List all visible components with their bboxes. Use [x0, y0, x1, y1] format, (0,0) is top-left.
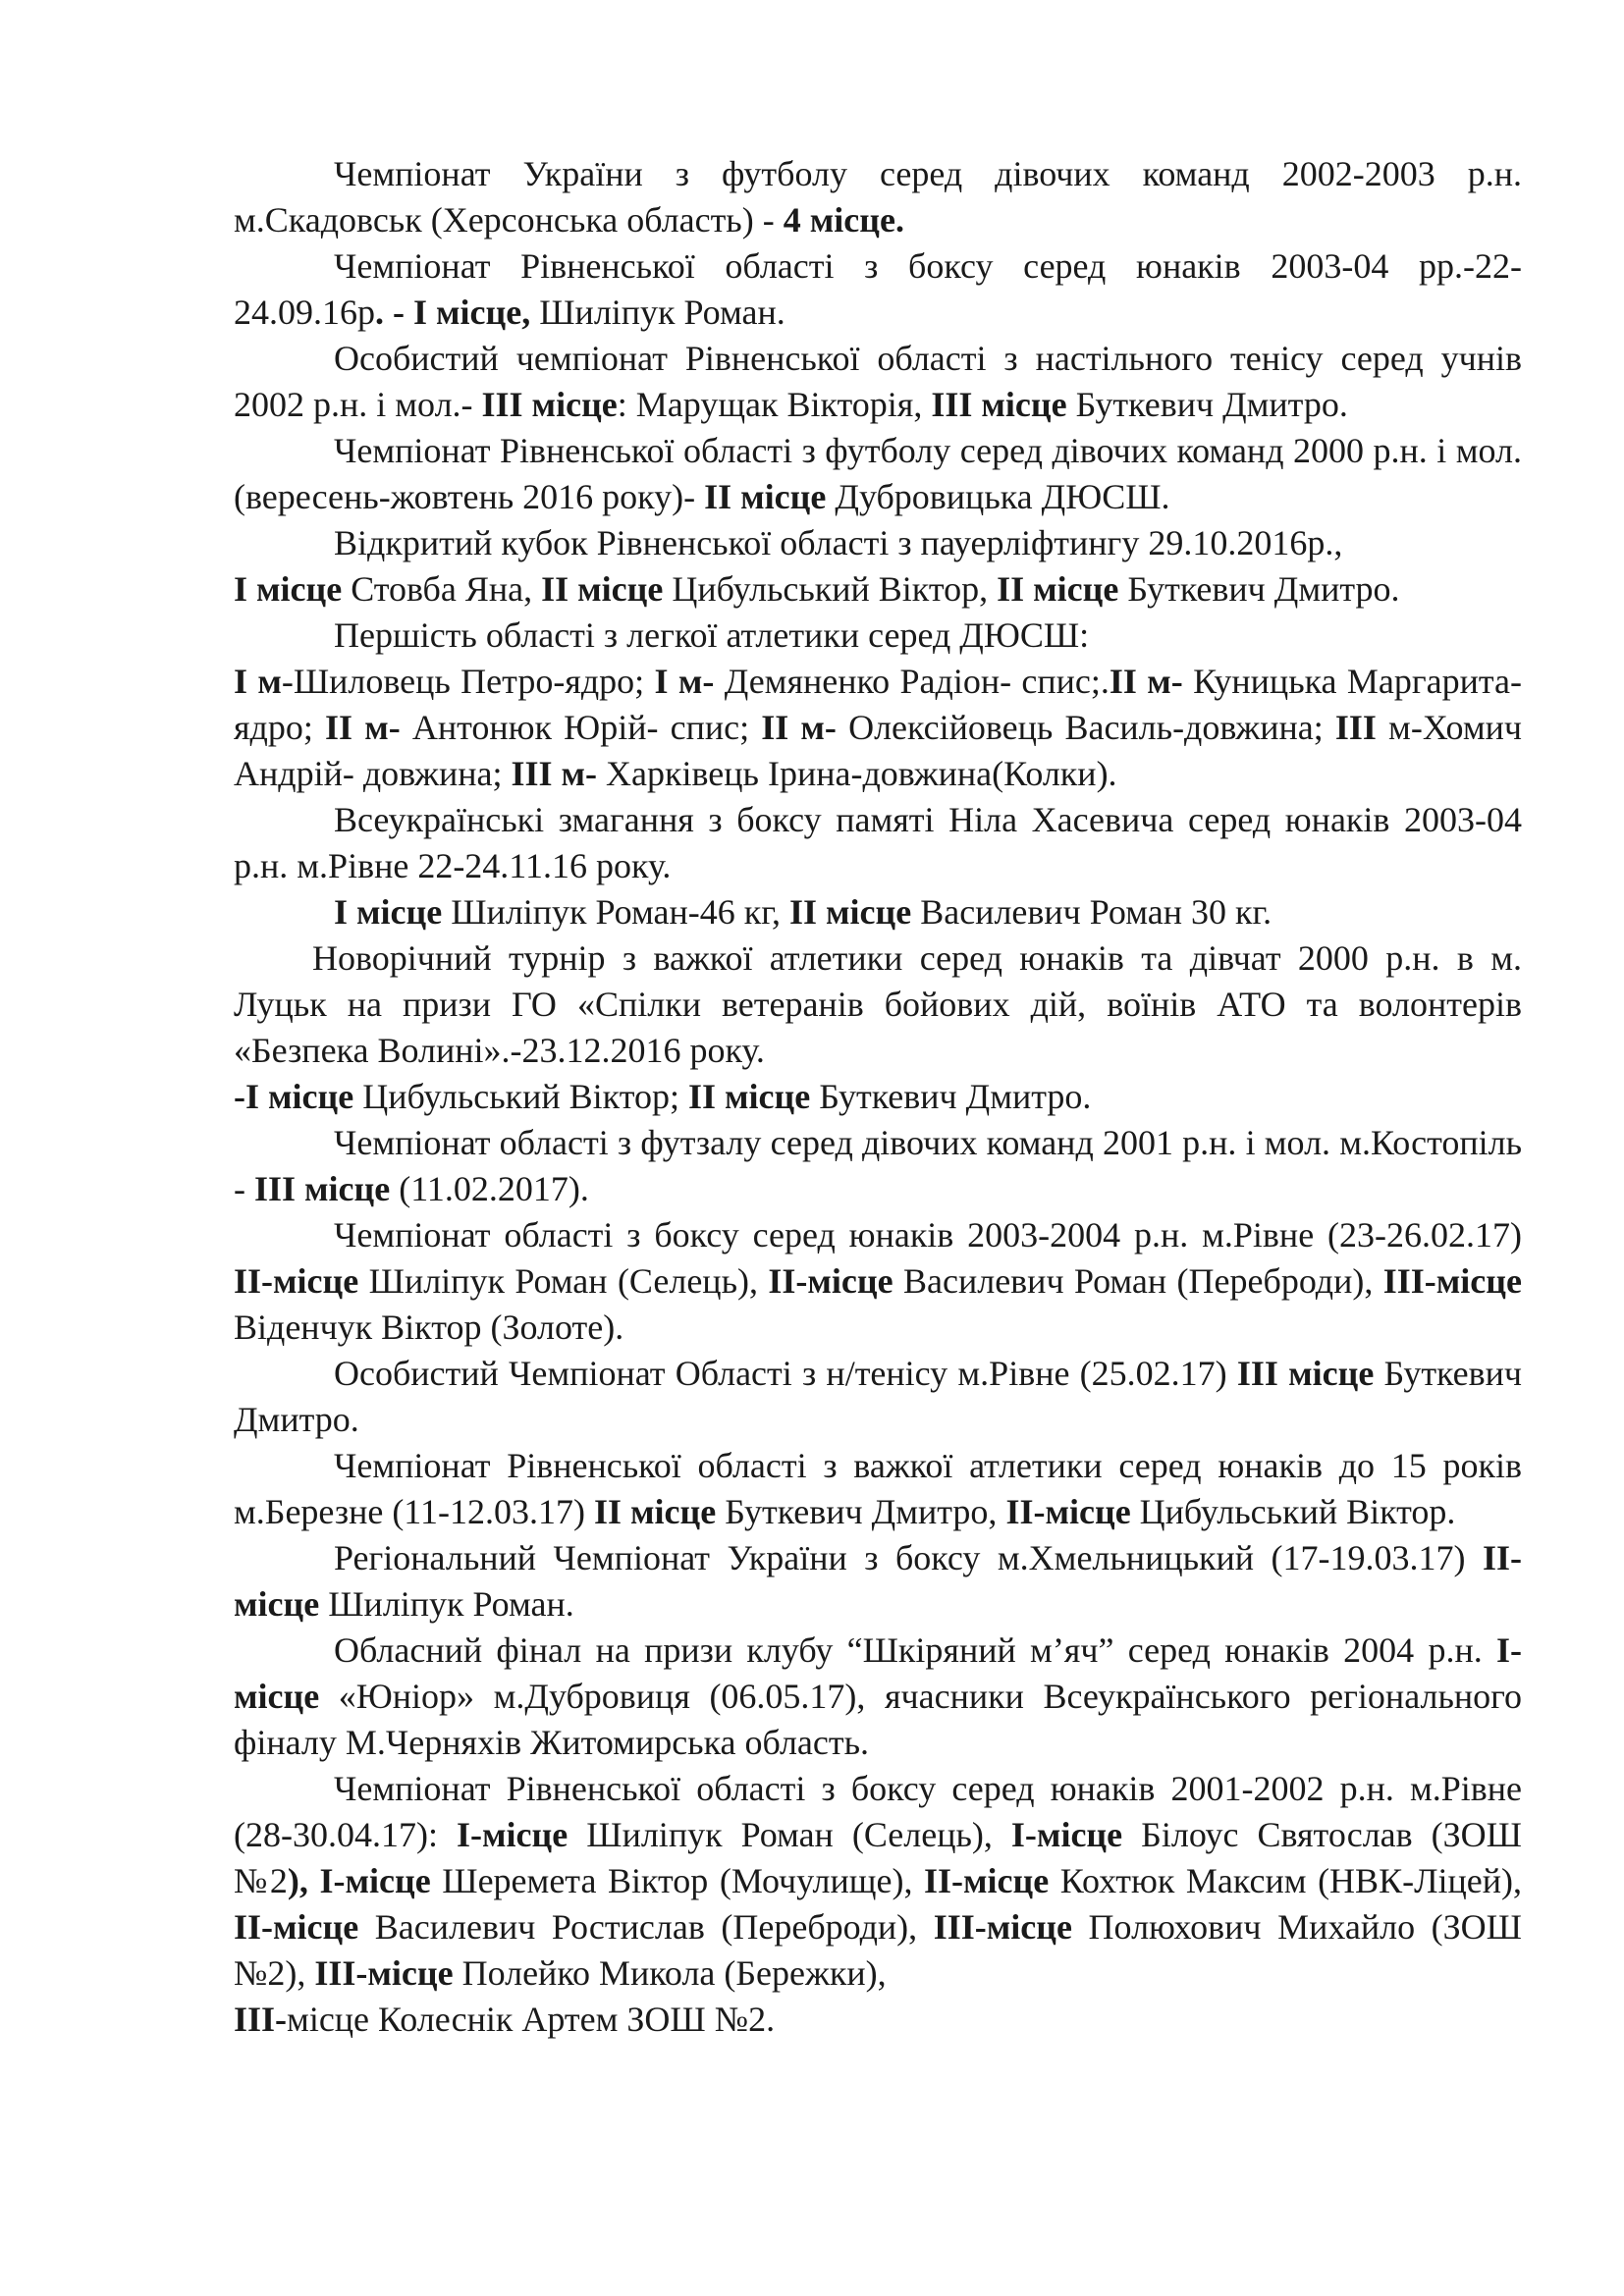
text-run: Полюхович Михайло (ЗОШ №2), [234, 1907, 1522, 1993]
text-run: Дубровицька ДЮСШ. [826, 477, 1170, 516]
bold-text-run: ІІ м- [325, 708, 401, 747]
text-run: Першість області з легкої атлетики серед ДЮСШ: [334, 615, 1090, 655]
text-run: Чемпіонат області з боксу серед юнаків 2003-2004 р.н. м.Рівне (23-26.02.17) [334, 1215, 1522, 1255]
text-run: Василевич Роман (Переброди), [893, 1261, 1383, 1301]
text-run: Чемпіонат області з футзалу серед дівочих команд 2001 р.н. і мол. м.Костопіль - [234, 1123, 1522, 1208]
paragraph [234, 1443, 1522, 1535]
text-run: Всеукраїнські змагання з боксу памяті Ніла Хасевича серед юнаків 2003-04 р.н. м.Рівне 22-24.11.16 року. [234, 800, 1522, 885]
bold-text-run: І-місце [234, 1630, 1522, 1716]
text-run: Відкритий кубок Рівненської області з пауерліфтингу 29.10.2016р., [334, 523, 1343, 562]
text-run: Цибульський Віктор; [353, 1077, 688, 1116]
text-run: місце Колеснік Артем ЗОШ №2. [287, 2000, 776, 2039]
text-run: Буткевич Дмитро. [1118, 569, 1400, 609]
bold-text-run: ІІ-місце [1005, 1492, 1131, 1531]
bold-text-run: ІІІ м- [511, 754, 598, 793]
bold-text-run: ІІІ [1334, 708, 1377, 747]
bold-text-run: І м [234, 662, 282, 701]
text-run: Чемпіонат Рівненської області з боксу серед юнаків 2001-2002 р.н. м.Рівне (28-30.04.17): [234, 1769, 1522, 1854]
bold-text-run: 4 місце. [783, 200, 904, 240]
paragraph [234, 797, 1522, 889]
text-run: Буткевич Дмитро. [1066, 385, 1348, 424]
text-run: Чемпіонат Рівненської області з футболу серед дівочих команд 2000 р.н. і мол. (вересень-жовтень 2016 року)- [234, 431, 1522, 516]
bold-text-run: І м- [654, 662, 715, 701]
paragraph [234, 290, 1522, 336]
bold-text-run: ІІІ місце [254, 1169, 391, 1208]
text-run: Новорічний турнір з важкої атлетики серед юнаків та дівчат 2000 р.н. в м. Луцьк на призи ГО «Спілки ветеранів бойових дій, воїнів АТО та волонтерів «Безпека Волині».-23.12.2016 року. [234, 938, 1522, 1070]
text-run: : Марущак Вікторія, [617, 385, 932, 424]
bold-text-run: ІІІ-місце [1382, 1261, 1522, 1301]
text-run: Чемпіонат Рівненської області з важкої атлетики серед юнаків до 15 років м.Березне (11-12.03.17) [234, 1446, 1522, 1531]
bold-text-run: ІІІ-місце [933, 1907, 1072, 1947]
bold-text-run: . - І місце, [375, 293, 531, 332]
text-run: (11.02.2017). [390, 1169, 589, 1208]
bold-text-run: ІІ-місце [234, 1907, 359, 1947]
text-run: Віденчук Віктор (Золоте). [234, 1308, 624, 1347]
text-run: Шиліпук Роман (Селець), [358, 1261, 769, 1301]
text-run: Василевич Ростислав (Переброди), [358, 1907, 934, 1947]
bold-text-run: ІІ-місце [768, 1261, 893, 1301]
text-run: Василевич Роман 30 кг. [911, 892, 1272, 932]
bold-text-run: ІІ-місце [924, 1861, 1050, 1900]
bold-text-run: ІІІ-місце [314, 1953, 454, 1993]
text-run: Регіональний Чемпіонат України з боксу м.Хмельницький (17-19.03.17) [334, 1538, 1483, 1577]
bold-text-run: ІІ місце [687, 1077, 811, 1116]
text-run: м.Скадовськ (Херсонська область) - [234, 200, 784, 240]
text-run: Чемпіонат України з футболу серед дівочих команд 2002-2003 р.н. [334, 154, 1522, 193]
bold-text-run: ІІ місце [593, 1492, 717, 1531]
text-run [308, 1861, 320, 1900]
paragraph [234, 1628, 1522, 1766]
text-run: Шиліпук Роман (Селець), [568, 1815, 1011, 1854]
paragraph [234, 428, 1522, 520]
text-run: Олексійовець Василь-довжина; [836, 708, 1335, 747]
text-run: Чемпіонат Рівненської області з боксу серед юнаків 2003-04 рр.-22- [334, 246, 1522, 286]
text-run: Шиліпук Роман-46 кг, [442, 892, 789, 932]
text-run: Цибульський Віктор. [1130, 1492, 1456, 1531]
text-run: Буткевич Дмитро. [810, 1077, 1092, 1116]
paragraph [234, 1535, 1522, 1628]
bold-text-run: ІІІ- [234, 2000, 288, 2039]
document-page [234, 151, 1522, 2043]
text-run: Особистий Чемпіонат Області з н/тенісу м.Рівне (25.02.17) [334, 1354, 1237, 1393]
bold-text-run: І-місце [1010, 1815, 1123, 1854]
paragraph [234, 243, 1522, 290]
text-run: «Юніор» м.Дубровиця (06.05.17), ячасники Всеукраїнського регіонального фіналу М.Черняхів Житомирська область. [234, 1677, 1522, 1762]
bold-text-run: І місце [234, 569, 343, 609]
text-run: Шеремета Віктор (Мочулище), [430, 1861, 925, 1900]
paragraph [234, 1997, 1522, 2043]
paragraph [234, 1074, 1522, 1120]
paragraph [234, 566, 1522, 613]
text-run: Обласний фінал на призи клубу “Шкіряний м’яч” серед юнаків 2004 р.н. [334, 1630, 1496, 1670]
bold-text-run: ІІІ місце [931, 385, 1067, 424]
text-run: Білоус Святослав (ЗОШ №2 [234, 1815, 1522, 1900]
text-run: Харківець Ірина-довжина(Колки). [597, 754, 1117, 793]
bold-text-run: ІІ м- [1109, 662, 1183, 701]
text-run: м-Хомич Андрій- довжина; [234, 708, 1523, 793]
text-run: Куницька Маргарита- ядро; [234, 662, 1522, 747]
paragraph [234, 520, 1522, 566]
bold-text-run: ІІ м- [761, 708, 837, 747]
paragraph [234, 935, 1522, 1074]
bold-text-run: ), [287, 1861, 308, 1900]
paragraph [234, 889, 1522, 935]
text-run: Буткевич Дмитро. [234, 1354, 1522, 1439]
text-run: Шиліпук Роман. [319, 1584, 574, 1624]
bold-text-run: І-місце [319, 1861, 431, 1900]
text-run: Кохтюк Максим (НВК-Ліцей), [1049, 1861, 1522, 1900]
bold-text-run: І-місце [457, 1815, 568, 1854]
bold-text-run: ІІ-місце [234, 1538, 1522, 1624]
bold-text-run: ІІ місце [997, 569, 1119, 609]
bold-text-run: ІІ місце [788, 892, 912, 932]
bold-text-run: ІІ місце [541, 569, 664, 609]
bold-text-run: ІІ місце [704, 477, 827, 516]
bold-text-run: ІІ-місце [234, 1261, 359, 1301]
bold-text-run: І місце [334, 892, 443, 932]
text-run: Особистий чемпіонат Рівненської області з настільного тенісу серед учнів 2002 р.н. і мол.- [234, 339, 1522, 424]
bold-text-run: ІІІ місце [481, 385, 618, 424]
paragraph [234, 613, 1522, 659]
paragraph [234, 1766, 1522, 1997]
paragraph [234, 336, 1522, 428]
text-run: -Шиловець Петро-ядро; [281, 662, 655, 701]
text-run: Шиліпук Роман. [530, 293, 785, 332]
text-run: Буткевич Дмитро, [716, 1492, 1006, 1531]
bold-text-run: -І місце [234, 1077, 354, 1116]
text-run: Цибульський Віктор, [663, 569, 998, 609]
text-run: Антонюк Юрій- спис; [400, 708, 762, 747]
paragraph [234, 1351, 1522, 1443]
paragraph [234, 197, 1522, 243]
text-run: Полейко Микола (Бережки), [453, 1953, 887, 1993]
text-run: Демяненко Радіон- спис;. [714, 662, 1110, 701]
paragraph [234, 1120, 1522, 1212]
bold-text-run: ІІІ місце [1236, 1354, 1375, 1393]
text-run: Стовба Яна, [342, 569, 542, 609]
paragraph [234, 659, 1522, 797]
paragraph [234, 151, 1522, 197]
paragraph [234, 1212, 1522, 1351]
text-run: 24.09.16р [234, 293, 375, 332]
